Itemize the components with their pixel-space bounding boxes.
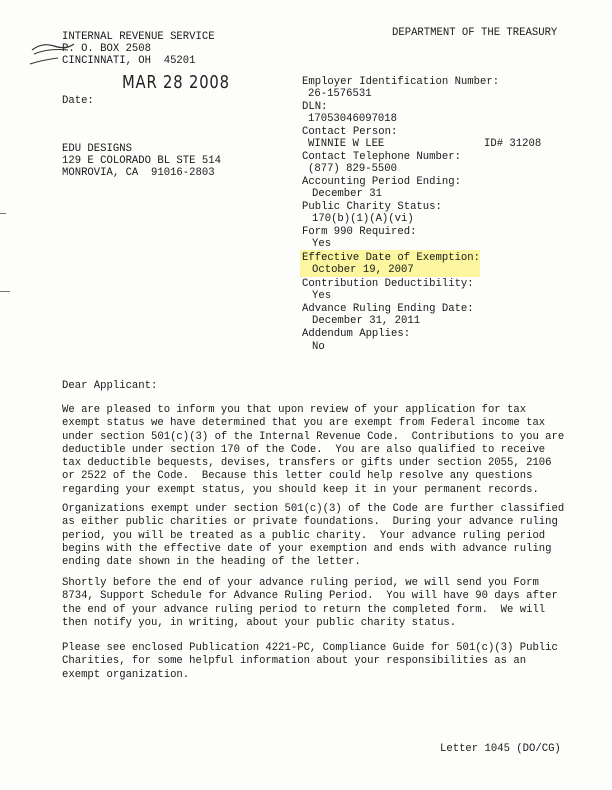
- paragraph-line: exempt status we have determined that you are exempt from Federal income tax: [62, 417, 546, 430]
- paragraph-line: 8734, Support Schedule for Advance Ruling Period. You will have 90 days after: [62, 590, 558, 603]
- agency-name: INTERNAL REVENUE SERVICE: [62, 31, 215, 43]
- paragraph-line: regarding your exempt status, you should keep it in your permanent records.: [62, 483, 539, 496]
- paragraph-line: the end of your advance ruling period to return the completed form. We will: [62, 603, 546, 616]
- phone-value: (877) 829-5500: [308, 163, 398, 175]
- paragraph-3: [62, 577, 572, 630]
- paragraph-line: Organizations exempt under section 501(c)(3) of the Code are further classified: [62, 503, 565, 515]
- addendum-value: No: [312, 341, 325, 353]
- paragraph-line: Please see enclosed Publication 4221-PC, Compliance Guide for 501(c)(3) Public: [62, 642, 558, 654]
- paragraph-line: Charities, for some helpful information about your responsibilities as an: [62, 655, 527, 668]
- recipient-street: 129 E COLORADO BL STE 514: [62, 155, 221, 167]
- recipient-name: EDU DESIGNS: [62, 143, 132, 155]
- form-label: Form 990 Required:: [302, 226, 417, 238]
- paragraph-line: begins with the effective date of your exemption and ends with advance ruling: [62, 542, 552, 555]
- paragraph-line: under section 501(c)(3) of the Internal Revenue Code. Contributions to you are: [62, 430, 565, 443]
- status-value: 170(b)(1)(A)(vi): [312, 213, 414, 225]
- agency-city: CINCINNATI, OH 45201: [62, 55, 196, 67]
- recipient-city: MONROVIA, CA 91016-2803: [62, 167, 215, 179]
- period-label: Accounting Period Ending:: [302, 176, 461, 188]
- paragraph-line: as either public charities or private foundations. During your advance ruling: [62, 516, 558, 529]
- paragraph-1: [62, 404, 572, 497]
- effective-value: October 19, 2007: [312, 264, 414, 276]
- contact-value: WINNIE W LEE: [308, 138, 385, 150]
- paragraph-line: then notify you, in writing, about your public charity status.: [62, 616, 457, 629]
- phone-label: Contact Telephone Number:: [302, 151, 461, 163]
- deduct-value: Yes: [312, 290, 332, 302]
- contact-label: Contact Person:: [302, 126, 398, 138]
- dln-value: 17053046097018: [308, 113, 398, 125]
- deduct-label: Contribution Deductibility:: [302, 278, 474, 290]
- paragraph-line: ending date shown in the heading of the letter.: [62, 556, 361, 569]
- letter-footer: Letter 1045 (DO/CG): [440, 743, 561, 755]
- status-label: Public Charity Status:: [302, 201, 442, 213]
- ein-value: 26-1576531: [308, 88, 372, 100]
- addendum-label: Addendum Applies:: [302, 328, 411, 340]
- date-stamp: MAR 28 2008: [122, 72, 230, 93]
- paragraph-line: Shortly before the end of your advance ruling period, we will send you Form: [62, 577, 539, 589]
- paragraph-4: [62, 642, 572, 682]
- agency-pobox: P. O. BOX 2508: [62, 43, 152, 55]
- ruling-value: December 31, 2011: [312, 315, 421, 327]
- margin-mark: [0, 291, 10, 292]
- paragraph-line: We are pleased to inform you that upon review of your application for tax: [62, 404, 527, 416]
- paragraph-line: exempt organization.: [62, 668, 190, 681]
- date-label: Date:: [62, 95, 94, 107]
- paragraph-line: tax deductible bequests, devises, transfers or gifts under section 2055, 2106: [62, 457, 552, 470]
- dln-label: DLN:: [302, 101, 328, 113]
- ein-label: Employer Identification Number:: [302, 76, 500, 88]
- paragraph-2: [62, 503, 572, 569]
- salutation: Dear Applicant:: [62, 380, 158, 392]
- department-name: DEPARTMENT OF THE TREASURY: [392, 27, 558, 39]
- paragraph-line: period, you will be treated as a public charity. Your advance ruling period: [62, 529, 546, 542]
- paragraph-line: or 2522 of the Code. Because this letter could help resolve any questions: [62, 470, 533, 483]
- form-value: Yes: [312, 238, 332, 250]
- contact-id: ID# 31208: [484, 138, 542, 150]
- margin-mark: [0, 213, 6, 214]
- ruling-label: Advance Ruling Ending Date:: [302, 303, 474, 315]
- period-value: December 31: [312, 188, 382, 200]
- effective-label: Effective Date of Exemption:: [302, 252, 481, 264]
- paragraph-line: deductible under section 170 of the Code. You are also qualified to receive: [62, 443, 546, 456]
- handwritten-scribble: [28, 38, 88, 68]
